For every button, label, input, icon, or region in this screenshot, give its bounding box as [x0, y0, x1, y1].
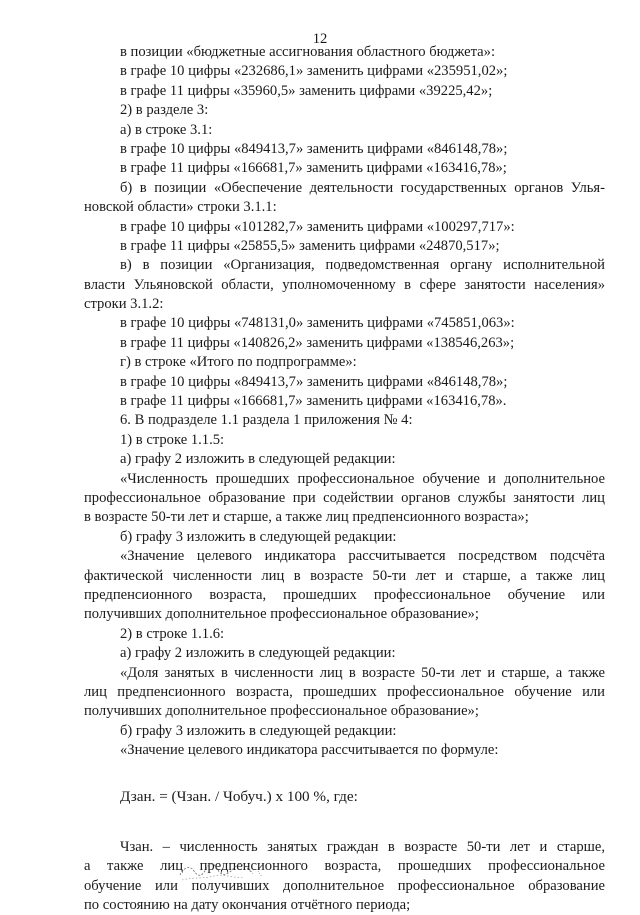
text-line: в графе 10 цифры «101282,7» заменить цифрами «100297,717»:	[120, 218, 515, 235]
text-line: в возрасте 50-ти лет и старше, а также лиц предпенсионного возраста»;	[84, 509, 529, 526]
text-line: в графе 11 цифры «166681,7» заменить цифрами «163416,78».	[120, 393, 507, 410]
text-line: предпенсионного возраста, прошедших профессиональное обучение или	[84, 586, 605, 603]
text-line: в графе 10 цифры «232686,1» заменить цифрами «235951,02»;	[120, 63, 508, 80]
text-line: б) графу 3 изложить в следующей редакции:	[120, 722, 397, 739]
text-line: власти Ульяновской области, уполномоченному в сфере занятости населения»	[84, 276, 605, 293]
text-line: «Численность прошедших профессиональное обучение и дополнительное	[120, 470, 605, 487]
text-line: Чзан. – численность занятых граждан в возрасте 50-ти лет и старше,	[120, 838, 605, 855]
text-line: фактической численности лиц в возрасте 50-ти лет и старше, а также лиц	[84, 567, 605, 584]
text-line: в графе 11 цифры «140826,2» заменить цифрами «138546,263»;	[120, 334, 515, 351]
text-line: а) в строке 3.1:	[120, 121, 213, 138]
text-line: новской области» строки 3.1.1:	[84, 199, 277, 216]
spacer	[84, 807, 605, 838]
signature-mark	[178, 855, 268, 885]
text-line: а) графу 2 изложить в следующей редакции:	[120, 451, 396, 468]
text-line: «Значение целевого индикатора рассчитывается посредством подсчёта	[120, 548, 605, 565]
text-line: б) графу 3 изложить в следующей редакции:	[120, 528, 397, 545]
text-line: г) в строке «Итого по подпрограмме»:	[120, 354, 357, 371]
text-line: в графе 11 цифры «166681,7» заменить цифрами «163416,78»;	[120, 160, 507, 177]
text-line: получивших дополнительное профессиональное образование»;	[84, 606, 479, 623]
text-line: «Значение целевого индикатора рассчитывается по формуле:	[120, 742, 499, 759]
text-line: а) графу 2 изложить в следующей редакции:	[120, 645, 396, 662]
text-line: «Доля занятых в численности лиц в возрасте 50-ти лет и старше, а также	[120, 664, 605, 681]
text-line: в графе 10 цифры «748131,0» заменить цифрами «745851,063»:	[120, 315, 515, 332]
text-line: строки 3.1.2:	[84, 296, 164, 313]
text-line: лиц предпенсионного возраста, прошедших профессиональное обучение или	[84, 683, 605, 700]
text-line: а также лиц предпенсионного возраста, прошедших профессиональное	[84, 858, 605, 875]
formula: Дзан. = (Чзан. / Чобуч.) х 100 %, где:	[120, 788, 358, 806]
text-line: 1) в строке 1.1.5:	[120, 431, 225, 448]
text-line: 6. В подразделе 1.1 раздела 1 приложения № 4:	[120, 412, 413, 429]
text-line: в графе 10 цифры «849413,7» заменить цифрами «846148,78»;	[120, 140, 508, 157]
text-line: в графе 11 цифры «25855,5» заменить цифрами «24870,517»;	[120, 237, 500, 254]
text-line: обучение или получивших дополнительное профессиональное образование	[84, 877, 605, 894]
page-number: 12	[312, 31, 328, 47]
document-body	[84, 43, 605, 915]
text-line: в) в позиции «Организация, подведомственная органу исполнительной	[120, 257, 605, 274]
text-line: в графе 11 цифры «35960,5» заменить цифрами «39225,42»;	[120, 82, 493, 99]
text-line: по состоянию на дату окончания отчётного периода;	[84, 897, 411, 914]
text-line: в графе 10 цифры «849413,7» заменить цифрами «846148,78»;	[120, 373, 508, 390]
text-line: 2) в строке 1.1.6:	[120, 625, 225, 642]
text-line: профессиональное образование при содействии органов службы занятости лиц	[84, 489, 605, 506]
text-line: получивших дополнительное профессиональное образование»;	[84, 703, 479, 720]
text-line: б) в позиции «Обеспечение деятельности государственных органов Улья-	[120, 179, 605, 196]
text-line: в позиции «бюджетные ассигнования областного бюджета»:	[120, 44, 495, 60]
text-line: 2) в разделе 3:	[120, 102, 209, 119]
spacer	[84, 760, 605, 787]
